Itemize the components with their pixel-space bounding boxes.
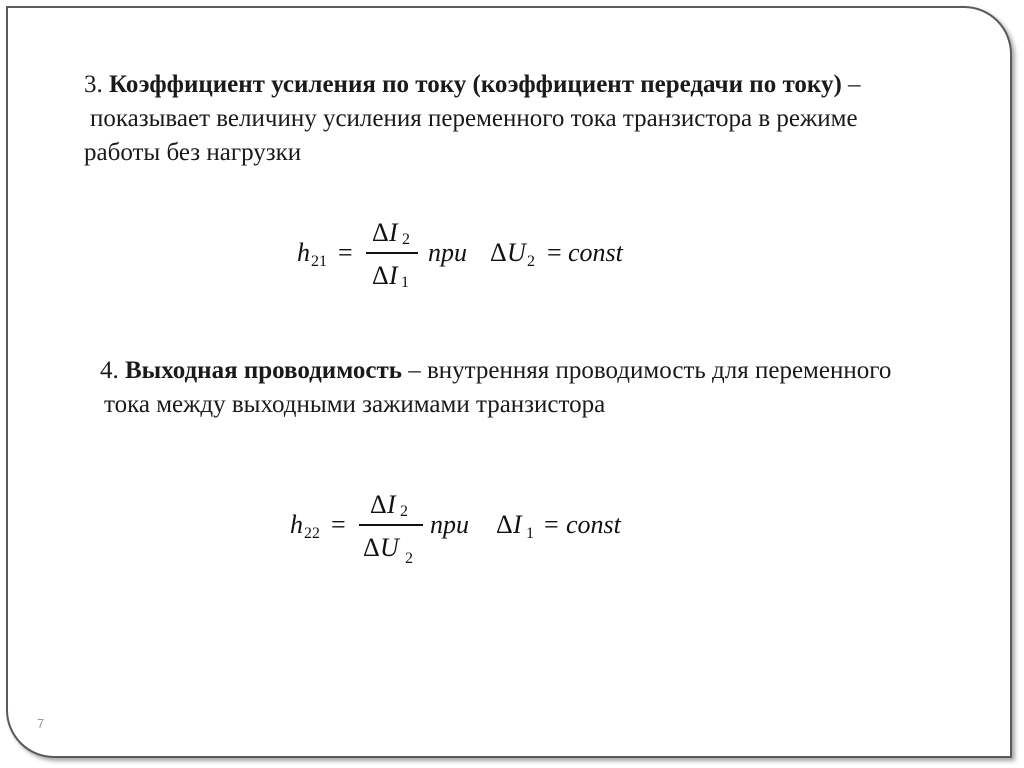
f2-cond-equals: = bbox=[544, 510, 559, 539]
f2-lhs-sub: 22 bbox=[304, 525, 320, 542]
f1-den-sub: 1 bbox=[401, 274, 409, 291]
f1-den-var: I bbox=[389, 261, 398, 290]
item3-dash: – bbox=[848, 71, 861, 98]
item3-number: 3. bbox=[84, 71, 103, 98]
f2-num-sub: 2 bbox=[400, 503, 408, 520]
f2-num-delta: Δ bbox=[370, 490, 387, 519]
f1-cond-sub: 2 bbox=[527, 253, 535, 270]
slide-number: 7 bbox=[37, 716, 45, 731]
f1-lhs-symbol: h bbox=[297, 238, 310, 267]
item4-dash: – bbox=[408, 357, 421, 384]
f1-cond-equals: = bbox=[547, 238, 562, 267]
f2-cond-var: I bbox=[513, 510, 522, 539]
item4-line1 bbox=[100, 358, 891, 383]
f1-num-var: I bbox=[389, 218, 398, 247]
f2-den-sub: 2 bbox=[405, 550, 413, 567]
f2-num-var: I bbox=[387, 490, 396, 519]
f2-den-delta: Δ bbox=[363, 533, 380, 562]
f1-num-delta: Δ bbox=[372, 218, 389, 247]
f2-fraction-bar bbox=[359, 524, 423, 526]
f2-den-var: U bbox=[380, 533, 399, 562]
item3-line3: работы без нагрузки bbox=[84, 139, 302, 166]
f2-condition-word: при bbox=[430, 510, 469, 539]
item3-line1 bbox=[84, 72, 861, 97]
f1-condition-word: при bbox=[428, 238, 467, 267]
f2-cond-value: const bbox=[566, 510, 621, 539]
f1-den-delta: Δ bbox=[372, 261, 389, 290]
f1-cond-value: const bbox=[568, 238, 623, 267]
f2-lhs-symbol: h bbox=[290, 510, 303, 539]
f1-fraction-bar bbox=[366, 252, 418, 254]
f1-num-sub: 2 bbox=[402, 231, 410, 248]
f2-cond-sub: 1 bbox=[526, 525, 534, 542]
item4-term: Выходная проводимость bbox=[125, 357, 402, 384]
f1-lhs-sub: 21 bbox=[311, 253, 327, 270]
f2-cond-delta: Δ bbox=[496, 510, 513, 539]
f1-cond-delta: Δ bbox=[490, 238, 507, 267]
item3-line2: показывает величину усиления переменного тока транзистора в режиме bbox=[90, 105, 858, 132]
f1-equals: = bbox=[338, 238, 353, 267]
item4-number: 4. bbox=[100, 357, 119, 384]
f2-equals: = bbox=[331, 510, 346, 539]
f1-cond-var: U bbox=[507, 238, 526, 267]
item4-line2: тока между выходными зажимами транзистора bbox=[104, 391, 606, 418]
item4-line1-rest: внутренняя проводимость для переменного bbox=[427, 357, 892, 384]
item3-term: Коэффициент усиления по току (коэффициент передачи по току) bbox=[109, 71, 842, 98]
